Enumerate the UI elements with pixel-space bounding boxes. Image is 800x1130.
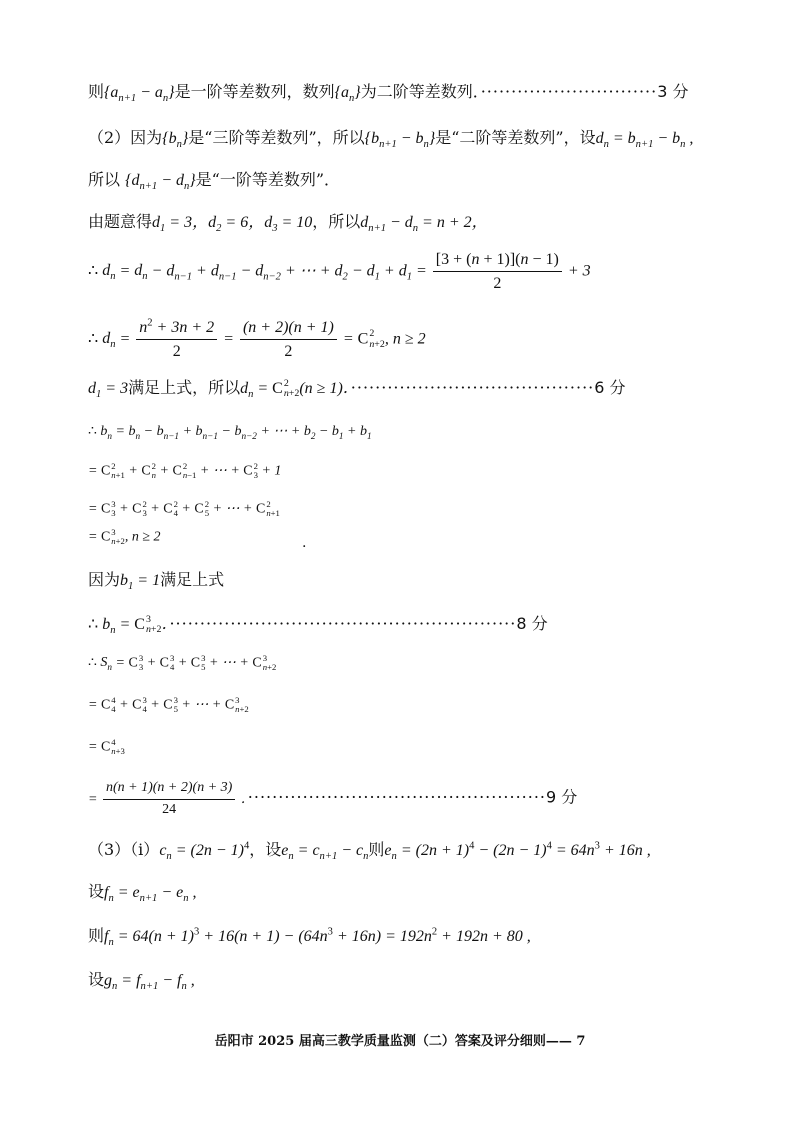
line-2: （2）因为$\{b_n\}$是“三阶等差数列”，所以$\{b_{n+1} - b_n\}$是“二阶等差数列”，设$d_n = b_{n+1} - b_n$ , [88, 128, 694, 151]
line-7: $d_1 = 3$满足上式，所以$d_n = C$ 2 n+2 (n ≥ 1)．········································6 分 [88, 377, 626, 401]
line-6: ∴ $d_n$ = $\frac{n^2 + 3n + 2}{2}$ = $\frac{(n + 2)(n + 1)}{2}$ = C 2 n+2 , n ≥ 2 [88, 317, 426, 361]
line-3: 所以 $\{d_{n+1} - d_n\}$是“一阶等差数列”． [88, 170, 341, 193]
line-10: = C 3 3 + C 2 3 + C 2 4 + C 2 5 + ⋯ + C 2 n+1 [88, 499, 280, 519]
line-16: = C 4 4 + C 3 4 + C 3 5 + ⋯ + C 3 n+2 [88, 695, 249, 715]
line-22: 设$g_n = f_{n+1} - f_n$ , [88, 970, 195, 993]
stray-dot: . [302, 535, 307, 551]
line-20: 设$f_n = e_{n+1} - e_n$ , [88, 882, 197, 905]
line-17: = C 4 n+3 [88, 737, 125, 757]
line-15: ∴ $S_n = C$ 3 3 + C 3 4 + C 3 5 + ⋯ + C 3 n+2 [88, 653, 277, 673]
line-14: ∴ $b_n = C$ 3 n+2 ．·························································8 分 [88, 613, 548, 637]
line-21: 则$f_n = 64(n + 1)^3 + 16(n + 1) - (64n^3 + 16n) = 192n^2 + 192n + 80$ , [88, 926, 531, 949]
line-11: = C 3 n+2 , n ≥ 2 [88, 527, 161, 547]
line-18: = $\frac{n(n + 1)(n + 2)(n + 3)}{24}$ ．·················································9 分 [88, 780, 578, 817]
line-5: ∴ $d_n = d_n - d_{n-1} + d_{n-1} - d_{n-2}$ + ⋯ + $d_2 - d_1 + d_1$ = $\frac{[3 + (n + 1)](n - 1)}{2}$ + 3 [88, 251, 591, 293]
line-8: ∴ $b_n = b_n - b_{n-1} + b_{n-1} - b_{n-2}$ + ⋯ + $b_2 - b_1 + b_1$ [88, 424, 372, 441]
page-footer: 岳阳市 2025 届高三教学质量监测（二）答案及评分细则—— 7 [214, 1034, 586, 1049]
line-9: = C 2 n+1 + C 2 n + C 2 n−1 + ⋯ + C 2 3 + 1 [88, 461, 282, 481]
line-1: 则$\{a_{n+1} - a_n\}$是一阶等差数列，数列$\{a_n\}$为二阶等差数列．·····························3 分 [88, 82, 689, 105]
line-13: 因为$b_1 = 1$满足上式 [88, 570, 225, 593]
line-4: 由题意得$d_1 = 3$，$d_2 = 6$，$d_3 = 10$，所以$d_{n+1} - d_n = n + 2$， [88, 212, 488, 235]
line-19: $(3)(ⅰ)c_n = (2n - 1)^4$，设$e_n = c_{n+1} - c_n$则$e_n = (2n + 1)^4 - (2n - 1)^4 = 64n^3 + 16n$ , [88, 840, 651, 863]
